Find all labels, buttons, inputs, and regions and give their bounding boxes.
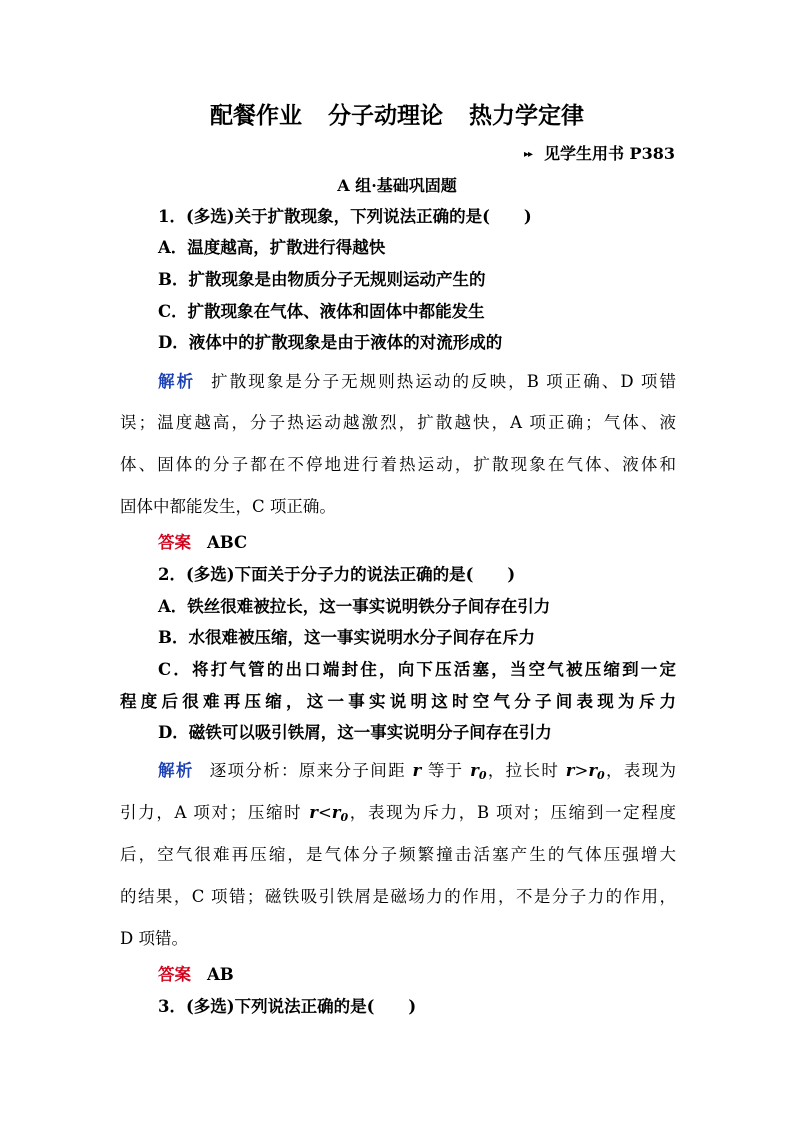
q2-analysis-line-5: D 项错。 — [120, 929, 188, 948]
q3-stem-text: 3．(多选)下列说法正确的是( — [158, 997, 375, 1016]
var-r: r — [309, 803, 318, 822]
q2-analysis-text: ，表现为斥力，B 项对；压缩到一定程度 — [348, 803, 676, 822]
var-r: r — [565, 761, 575, 780]
textbook-reference — [524, 141, 675, 164]
reference-text: 见学生用书 P383 — [543, 144, 675, 163]
q2-analysis-text: ，表现为 — [604, 761, 677, 780]
operator: > — [574, 761, 589, 780]
subscript: 0 — [478, 769, 487, 782]
title-part-2: 分子动理论 — [328, 102, 443, 129]
q1-analysis-line-1 — [158, 368, 676, 392]
double-arrow-icon: ▸▸ — [523, 149, 532, 160]
q1-stem — [158, 203, 532, 227]
q2-stem — [158, 561, 515, 585]
q3-stem-close: ) — [408, 997, 417, 1016]
section-heading: A 组·基础巩固题 — [337, 176, 457, 195]
q1-analysis-line-2: 误；温度越高，分子热运动越激烈，扩散越快，A 项正确；气体、液 — [120, 413, 676, 432]
title-part-1: 配餐作业 — [210, 102, 302, 129]
q1-analysis-label: 解析 — [158, 372, 196, 391]
q2-analysis-line-3: 后，空气很难再压缩，是气体分子频繁撞击活塞产生的气体压强增大 — [120, 845, 676, 864]
q1-option-b: B．扩散现象是由物质分子无规则运动产生的 — [158, 270, 486, 289]
q1-stem-text: 1．(多选)关于扩散现象，下列说法正确的是( — [158, 207, 490, 226]
q2-option-d: D．磁铁可以吸引铁屑，这一事实说明分子间存在引力 — [158, 723, 552, 742]
q2-stem-close: ) — [507, 565, 516, 584]
q2-analysis-line-2 — [120, 799, 676, 824]
q1-stem-close: ) — [523, 207, 532, 226]
q2-analysis-text: 引力，A 项对；压缩时 — [120, 803, 303, 822]
q1-analysis-line-3: 体、固体的分子都在不停地进行着热运动，扩散现象在气体、液体和 — [120, 455, 676, 474]
q1-option-d: D．液体中的扩散现象是由于液体的对流形成的 — [158, 333, 503, 352]
var-r0: r — [588, 761, 598, 780]
q2-analysis-text: 等于 — [427, 761, 464, 780]
q2-analysis-line-4: 的结果，C 项错；磁铁吸引铁屑是磁场力的作用，不是分子力的作用， — [120, 887, 676, 906]
q1-option-c: C．扩散现象在气体、液体和固体中都能发生 — [158, 302, 485, 321]
q3-stem — [158, 993, 416, 1017]
q1-answer-value: ABC — [207, 533, 248, 552]
q1-analysis-text-1: 扩散现象是分子无规则热运动的反映，B 项正确、D 项错 — [211, 372, 676, 391]
q2-analysis-text: 逐项分析：原来分子间距 — [209, 761, 406, 780]
q2-option-b: B．水很难被压缩，这一事实说明水分子间存在斥力 — [158, 628, 535, 647]
q1-option-a: A．温度越高，扩散进行得越快 — [158, 238, 386, 257]
subscript: 0 — [340, 811, 349, 824]
q2-option-c-line-2: 程度后很难再压缩，这一事实说明这时空气分子间表现为斥力 — [120, 692, 676, 711]
q1-answer-label: 答案 — [158, 533, 191, 552]
q1-analysis-line-4: 固体中都能发生，C 项正确。 — [120, 497, 336, 516]
q2-option-a: A．铁丝很难被拉长，这一事实说明铁分子间存在引力 — [158, 597, 551, 616]
var-r0: r — [331, 803, 341, 822]
q2-answer-value: AB — [207, 965, 234, 984]
operator: < — [317, 803, 332, 822]
page-title — [0, 97, 794, 130]
subscript: 0 — [597, 769, 605, 782]
title-part-3: 热力学定律 — [469, 102, 584, 129]
q2-analysis-label: 解析 — [158, 761, 194, 780]
q2-answer — [158, 961, 234, 985]
q1-answer — [158, 529, 247, 553]
q2-option-c-line-1: C．将打气管的出口端封住，向下压活塞，当空气被压缩到一定 — [158, 660, 676, 679]
q2-answer-label: 答案 — [158, 965, 191, 984]
q2-analysis-line-1 — [158, 757, 676, 782]
var-r: r — [412, 761, 422, 780]
q2-analysis-text: ，拉长时 — [486, 761, 560, 780]
var-r0: r — [470, 761, 479, 780]
q2-stem-text: 2．(多选)下面关于分子力的说法正确的是( — [158, 565, 474, 584]
